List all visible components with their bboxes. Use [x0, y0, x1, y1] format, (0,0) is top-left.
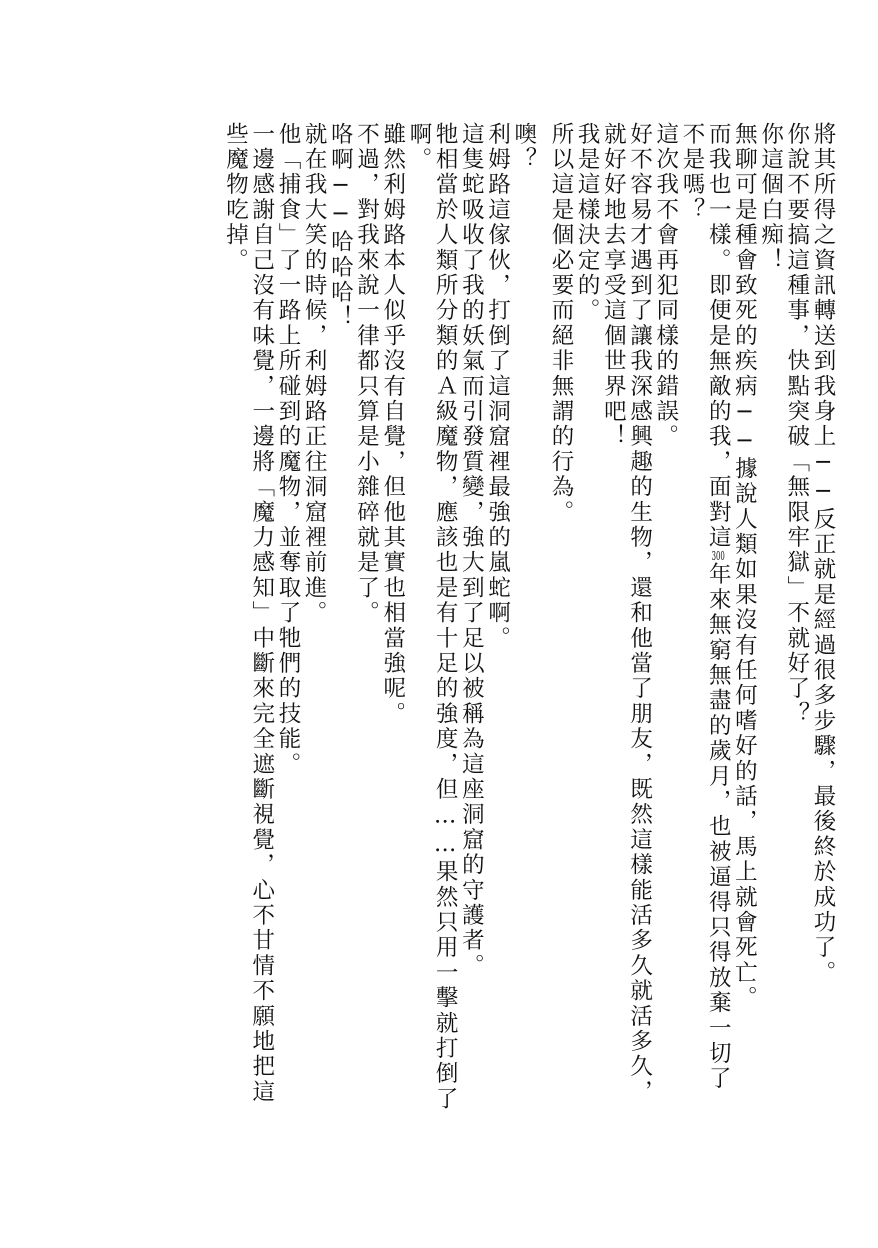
text-line-8: 好不容易才遇到了讓我深感興趣的生物，還和他當了朋友，既然這樣能活多久就活多久，	[626, 122, 653, 1105]
paragraph-break	[537, 122, 548, 1132]
text-line-22: 他「捕食」了一路上所碰到的魔物，並奪取了牠們的技能。	[274, 122, 301, 778]
text-line-11: 所以這是個必要而絕非無謂的行為。	[547, 122, 574, 526]
text-line-10: 我是這樣決定的。	[574, 122, 601, 324]
text-line-24: 些魔物吃掉。	[222, 122, 249, 274]
text-line-14: 利姆路這傢伙，打倒了這洞窟裡最強的嵐蛇啊。	[484, 122, 511, 652]
text-line-15: 這隻蛇吸收了我的妖氣而引發質變，強大到了足以被稱為這座洞窟的守護者。	[458, 122, 485, 979]
text-line-2: 你說不要搞這種事，快點突破「無限牢獄」不就好了？	[783, 122, 810, 727]
text-line-13: 噢？	[510, 122, 537, 173]
text-line-18: 雖然利姆路本人似乎沒有自覺，但他其實也相當強呢。	[379, 122, 406, 727]
text-line-5: 而我也一樣。即便是無敵的我，面對這300年來無窮無盡的歲月，也被逼得只得放棄一切了	[705, 122, 732, 1092]
text-line-1: 將其所得之資訊轉送到我身上──反正就是經過很多步驟，最後終於成功了。	[810, 122, 836, 986]
text-line-21: 就在我大笑的時候，利姆路正往洞窟裡前進。	[301, 122, 328, 626]
text-line-17: 啊。	[405, 122, 432, 173]
vertical-text-body	[36, 122, 836, 1132]
text-line-4: 無聊可是種會致死的疾病──據說人類如果沒有任何嗜好的話，馬上就會死亡。	[731, 122, 758, 1011]
text-line-3: 你這個白痴！	[757, 122, 784, 274]
text-line-9: 就好好地去享受這個世界吧！	[600, 122, 627, 450]
text-line-7: 這次我不會再犯同樣的錯誤。	[652, 122, 679, 450]
text-line-23: 一邊感謝自己沒有味覺，一邊將「魔力感知」中斷來完全遮斷視覺，心不甘情不願地把這	[248, 122, 275, 1105]
text-line-16: 牠相當於人類所分類的Ａ級魔物，應該也是有十足的強度，但……果然只用一擊就打倒了	[432, 122, 459, 1112]
text-line-6: 不是嗎？	[678, 122, 705, 223]
text-line-19: 不過，對我來說一律都只算是小雜碎就是了。	[353, 122, 380, 626]
text-line-20: 咯啊──哈哈哈！	[327, 122, 354, 331]
number-tcy: 300	[711, 550, 725, 563]
